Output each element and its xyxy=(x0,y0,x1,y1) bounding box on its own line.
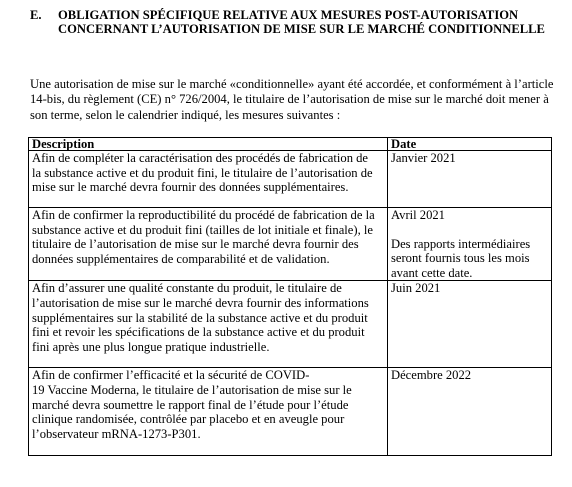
table-row xyxy=(29,281,552,368)
table-row xyxy=(29,151,552,208)
row-date-cell xyxy=(388,368,552,456)
row-date-cell xyxy=(388,208,552,281)
row-date-cell xyxy=(388,281,552,368)
row-description: Afin d’assurer une qualité constante du produit, le titulaire de l’autorisation de mise sur le marché devra fournir des informations supplémentaires sur la stabilité de la substance active et du produit fini et revoir les spécifications de la substance active et du produit fini après une plus longue pratique industrielle. xyxy=(29,281,388,368)
row-date: Juin 2021 xyxy=(391,281,441,296)
table-row xyxy=(29,368,552,456)
intro-paragraph: Une autorisation de mise sur le marché «conditionnelle» ayant été accordée, et conformément à l’article 14-bis, du règlement (CE) n° 726/2004, le titulaire de l’autorisation de mise sur le marché doit mener à son terme, selon le calendrier indiqué, les mesures suivantes : xyxy=(30,77,554,122)
section-title: OBLIGATION SPÉCIFIQUE RELATIVE AUX MESURES POST-AUTORISATION CONCERNANT L’AUTORISATION DE MISE SUR LE MARCHÉ CONDITIONNELLE xyxy=(58,8,545,36)
row-date: Avril 2021 xyxy=(391,208,445,222)
row-description: Afin de confirmer l’efficacité et la sécurité de COVID- 19 Vaccine Moderna, le titulaire de l’autorisation de mise sur le marché devra soumettre le rapport final de l’étude pour l’étude clinique randomisée, contrôlée par placebo et en aveugle pour l’observateur mRNA-1273-P301. xyxy=(29,368,388,456)
description-header: Description xyxy=(29,138,388,151)
row-description: Afin de confirmer la reproductibilité du procédé de fabrication de la substance active et du produit fini (tailles de lot initiale et finale), le titulaire de l’autorisation de mise sur le marché devra fournir des données supplémentaires de comparabilité et de validation. xyxy=(29,208,388,281)
table-row xyxy=(29,208,552,281)
row-date-note: Des rapports intermédiaires seront fournis tous les mois avant cette date. xyxy=(391,236,531,280)
measures-table xyxy=(28,137,552,456)
row-description: Afin de compléter la caractérisation des procédés de fabrication de la substance active et du produit fini, le titulaire de l’autorisation de mise sur le marché devra fournir des données supplémentaires. xyxy=(29,151,388,208)
row-date: Janvier 2021 xyxy=(391,151,456,165)
date-header: Date xyxy=(388,138,552,151)
row-date: Décembre 2022 xyxy=(391,368,472,383)
table-header-row xyxy=(29,138,552,151)
row-date-cell xyxy=(388,151,552,208)
section-letter: E. xyxy=(30,8,42,22)
section-heading xyxy=(30,8,560,36)
